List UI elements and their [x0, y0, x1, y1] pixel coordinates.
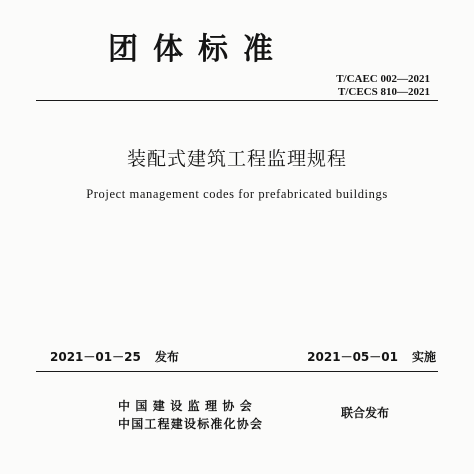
effective-label: 实施: [411, 350, 436, 364]
standard-code-cecs: T/CECS 810—2021: [338, 86, 430, 98]
issuer-caec: 中国建设监理协会: [118, 399, 258, 413]
issuer-cecs: 中国工程建设标准化协会: [118, 417, 264, 431]
joint-issue-label: 联合发布: [341, 406, 390, 420]
standard-code-caec: T/CAEC 002—2021: [336, 73, 430, 85]
title-chinese: 装配式建筑工程监理规程: [126, 148, 347, 170]
issuing-organizations: [118, 397, 263, 433]
issue-date: 2021－01－25: [50, 350, 141, 364]
title-english: Project management codes for prefabricated buildings: [86, 187, 388, 201]
issue-date-line: [50, 349, 179, 365]
bottom-divider: [36, 371, 438, 372]
effective-date-line: [307, 349, 436, 365]
effective-date: 2021－05－01: [307, 350, 398, 364]
issue-label: 发布: [154, 350, 179, 364]
document-type-heading: 团体标准: [108, 32, 288, 67]
standard-codes: [336, 73, 430, 99]
top-divider: [36, 100, 438, 101]
